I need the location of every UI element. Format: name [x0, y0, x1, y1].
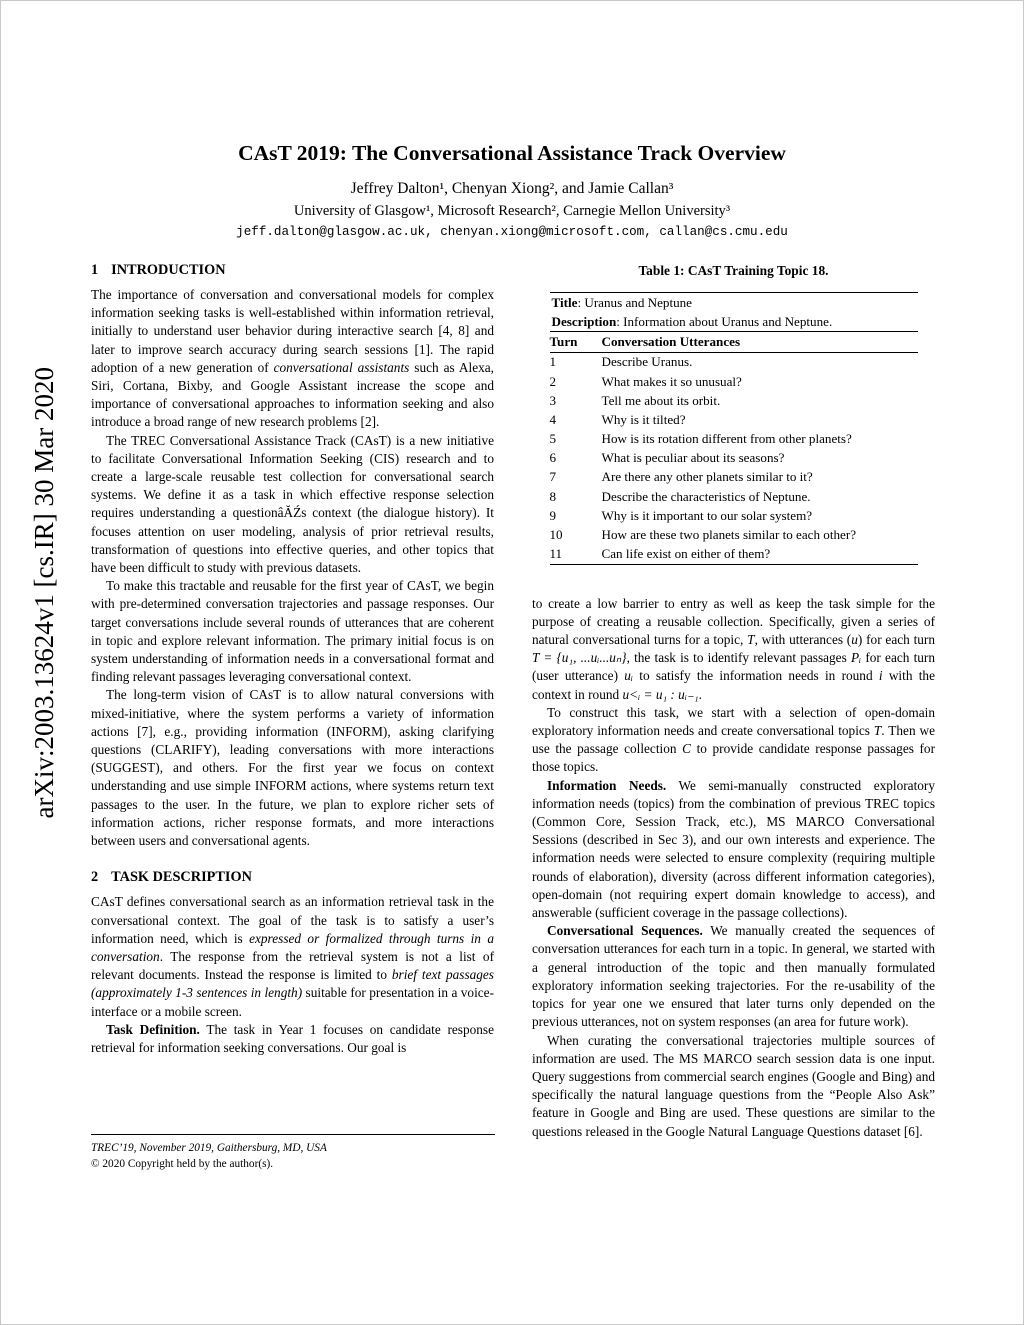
- section-heading-task-description: [91, 868, 494, 886]
- utterance-text: Why is it important to our solar system?: [601, 507, 813, 523]
- text-segment: . Then we use the passage collection: [532, 723, 935, 757]
- text-segment: .: [698, 686, 702, 702]
- left-column: [91, 261, 494, 1141]
- text-segment: Conversational Sequences.: [547, 923, 703, 939]
- paper-header: [1, 1, 1023, 241]
- arxiv-watermark: arXiv:2003.13624v1 [cs.IR] 30 Mar 2020: [29, 367, 59, 819]
- text-segment: uᵢ: [624, 668, 634, 684]
- utterance-text: Can life exist on either of them?: [601, 546, 771, 562]
- text-segment: To construct this task, we start with a selection of open-domain exploratory information needs and create conversational topics: [532, 704, 935, 739]
- section-title: TASK DESCRIPTION: [111, 869, 252, 886]
- text-segment: suitable for presentation in a voice-interface or a mobile screen.: [91, 985, 494, 1019]
- text-segment: to provide candidate response passages for those topics.: [532, 741, 936, 775]
- text-segment: . The response from the retrieval system is not a list of relevant documents. Instead the response is limited to: [91, 948, 494, 983]
- text-segment: to create a low barrier to entry as well as keep the task simple for the purpose of creating a reusable collection. Specifically, given a series of natural conversational turns for a topic,: [532, 595, 935, 648]
- section-title: INTRODUCTION: [111, 262, 226, 278]
- paragraph: [91, 577, 494, 686]
- description-value: : Information about Uranus and Neptune.: [616, 313, 833, 329]
- text-segment: We manually created the sequences of conversation utterances for each turn in a topic. In general, we started with a general introduction of the topic and then manually formulated exploratory information seeking trajectories. For the re-usability of the topics for year one we ensured that later turns only depended on the previous utterances, not on system responses (an area for future work).: [532, 923, 935, 1030]
- utterance-row: [550, 429, 918, 448]
- text-segment: T: [747, 632, 755, 648]
- text-segment: C: [682, 741, 691, 757]
- conference-line: TREC’19, November 2019, Gaithersburg, MD, USA: [91, 1142, 327, 1154]
- turn-number: 1: [549, 354, 557, 370]
- text-segment: We semi-manually constructed exploratory information needs (topics) from the combination of previous TREC topics (Common Core, Session Track, etc.), MS MARCO Conversational Sessions (described in Sec 3), and our own interests and experience. The information needs were selected to ensure complexity (requiring multiple rounds of elaboration), diversity (across different information categories), open-domain (not requiring expert domain knowledge to access), and answerable (sufficient coverage in the passage collections).: [532, 777, 935, 921]
- utterance-row: [550, 468, 918, 487]
- text-segment: The importance of conversation and conversational models for complex information seeking tasks is well-established within information retrieval, initially to understand user behavior during interactive search [4, 8] and later to improve search accuracy during search sessions [1]. The rapid adoption of a new generation of: [91, 287, 494, 375]
- introduction-paragraphs: [91, 286, 494, 850]
- utterance-row: [550, 352, 918, 372]
- text-segment: i: [878, 668, 883, 684]
- section-heading-introduction: [91, 261, 494, 279]
- paragraph: [532, 1032, 935, 1141]
- turn-number: 4: [549, 411, 557, 427]
- copyright-line: © 2020 Copyright held by the author(s).: [91, 1157, 274, 1170]
- paragraph: [532, 595, 935, 704]
- turn-number: 9: [549, 507, 557, 523]
- table-description-row: [550, 312, 918, 332]
- table-description-cell: [550, 312, 918, 332]
- text-segment: T: [873, 723, 882, 739]
- paragraph: [91, 893, 494, 1020]
- turn-number: 3: [549, 392, 557, 408]
- emails-line: jeff.dalton@glasgow.ac.uk, chenyan.xiong@microsoft.com, callan@cs.cmu.edu: [236, 225, 788, 239]
- turn-number: 6: [549, 450, 557, 466]
- text-segment: Pᵢ: [850, 650, 862, 666]
- utterance-row: [550, 525, 918, 544]
- text-segment: Task Definition.: [106, 1021, 200, 1037]
- text-segment: conversational assistants: [273, 359, 410, 375]
- text-segment: The task in Year 1 focuses on candidate response retrieval for information seeking conversations. Our goal is: [91, 1021, 494, 1055]
- section-number: 2: [91, 869, 99, 886]
- text-segment: Information Needs.: [547, 777, 667, 793]
- utterance-text: What makes it so unusual?: [601, 373, 742, 389]
- text-segment: u: [851, 632, 858, 648]
- text-segment: u<ᵢ = u₁ : uᵢ₋₁: [622, 686, 699, 702]
- text-segment: for each turn (user utterance): [532, 650, 935, 684]
- authors-line: Jeffrey Dalton¹, Chenyan Xiong², and Jamie Callan³: [350, 180, 674, 197]
- turn-number: 11: [549, 546, 563, 562]
- training-topic-table: [550, 292, 918, 565]
- two-column-body: [1, 241, 1023, 1141]
- utterance-text: How is its rotation different from other planets?: [601, 431, 852, 447]
- utterance-text: Describe the characteristics of Neptune.: [601, 488, 811, 504]
- text-segment: , with utterances (: [754, 632, 852, 648]
- paragraph: [532, 704, 935, 777]
- utterance-row: [550, 391, 918, 410]
- utterance-text: Tell me about its orbit.: [601, 392, 721, 408]
- text-segment: brief text passages (approximately 1-3 sentences in length): [91, 967, 494, 1001]
- text-segment: The TREC Conversational Assistance Track (CAsT) is a new initiative to facilitate Conversational Information Seeking (CIS) research and to create a large-scale reusable test collection for conversational search systems. We define it as a task in which effective response selection requires understanding a questionâĂŹs context (the dialogue history). It focuses attention on user modeling, analysis of prior retrieval results, transformation of questions into effective queries, and other topics that have been difficult to study with previous datasets.: [91, 432, 494, 576]
- table-rows-section: [550, 352, 918, 564]
- utterance-row: [550, 487, 918, 506]
- text-segment: with the context in round: [532, 668, 935, 702]
- text-segment: ) for each turn: [857, 632, 936, 648]
- copyright-footer: [91, 1134, 495, 1171]
- table-meta-section: [550, 293, 918, 353]
- text-segment: such as Alexa, Siri, Cortana, Bixby, and Google Assistant increase the scope and importance of conversational approaches to information seeking and also introduce a broad range of new research problems [2].: [91, 359, 494, 430]
- utterance-text: What is peculiar about its seasons?: [601, 450, 785, 466]
- turn-number: 10: [549, 527, 563, 543]
- utterance-text: Describe Uranus.: [601, 354, 693, 370]
- text-segment: expressed or formalized through turns in a conversation: [91, 930, 494, 964]
- right-column: [532, 261, 935, 1141]
- utterances-column-header: Conversation Utterances: [602, 332, 918, 352]
- text-segment: The long-term vision of CAsT is to allow natural conversions with mixed-initiative, where the system performs a variety of information actions [7], e.g., providing information (INFORM), asking clarifying questions (CLARIFY), leading conversations with more interactions (SUGGEST), and others. For the first year we focus on context understanding and use simple INFORM actions, where systems return text passages to the user. In the future, we plan to explore richer sets of information actions, richer response formats, and more interactions between users and conversational agents.: [91, 687, 494, 849]
- utterance-row: [550, 506, 918, 525]
- title-value: : Uranus and Neptune: [577, 294, 692, 310]
- paragraph: [532, 777, 935, 923]
- turn-number: 2: [549, 373, 557, 389]
- paragraph: [532, 922, 935, 1031]
- paper-title: CAsT 2019: The Conversational Assistance Track Overview: [238, 141, 786, 165]
- text-segment: T = {u₁, ...uᵢ...uₙ}: [532, 650, 627, 666]
- section-number: 1: [91, 262, 99, 278]
- turn-number: 7: [549, 469, 557, 485]
- paragraph: [91, 432, 494, 578]
- turn-number: 8: [549, 488, 557, 504]
- description-label: Description: [551, 313, 617, 329]
- paragraph: [91, 286, 494, 432]
- utterance-text: Why is it tilted?: [601, 411, 686, 427]
- table-header-row: [550, 332, 918, 352]
- table-title-row: [550, 293, 918, 313]
- text-segment: to satisfy the information needs in round: [633, 668, 879, 684]
- utterance-text: How are these two planets similar to each other?: [601, 527, 857, 543]
- turn-number: 5: [549, 431, 557, 447]
- utterance-text: Are there any other planets similar to it?: [601, 469, 813, 485]
- utterance-row: [550, 410, 918, 429]
- title-label: Title: [551, 294, 578, 310]
- paragraph: [91, 686, 494, 850]
- utterance-row: [550, 544, 918, 564]
- text-segment: , the task is to identify relevant passages: [626, 650, 851, 666]
- utterance-row: [550, 449, 918, 468]
- turn-column-header: Turn: [550, 332, 602, 352]
- text-segment: To make this tractable and reusable for the first year of CAsT, we begin with pre-determined conversation trajectories and passage responses. Our target conversations include several rounds of utterances that are coherent in topic and explore relevant information. The primary initial focus is on system understanding of information needs in a conversational format and finding relevant passages leveraging conversational context.: [91, 578, 494, 685]
- text-segment: CAsT defines conversational search as an information retrieval task in the conversational context. The goal of the task is to satisfy a user’s information need, which is: [91, 894, 494, 946]
- affiliations-line: University of Glasgow¹, Microsoft Research², Carnegie Mellon University³: [293, 203, 731, 219]
- text-segment: When curating the conversational trajectories multiple sources of information are used. The MS MARCO search session data is one input. Query suggestions from commercial search engines (Google and Bing) and specifically the natural language questions from the “People Also Ask” feature in Google and Bing are used. These questions are similar to the questions released in the Google Natural Language Questions dataset [6].: [532, 1032, 935, 1139]
- task-continuation-paragraphs: [532, 595, 935, 1141]
- paragraph: [91, 1021, 494, 1057]
- table-caption: Table 1: CAsT Training Topic 18.: [638, 263, 829, 278]
- table-title-cell: [550, 293, 918, 313]
- utterance-row: [550, 372, 918, 391]
- task-description-paragraphs: [91, 893, 494, 1057]
